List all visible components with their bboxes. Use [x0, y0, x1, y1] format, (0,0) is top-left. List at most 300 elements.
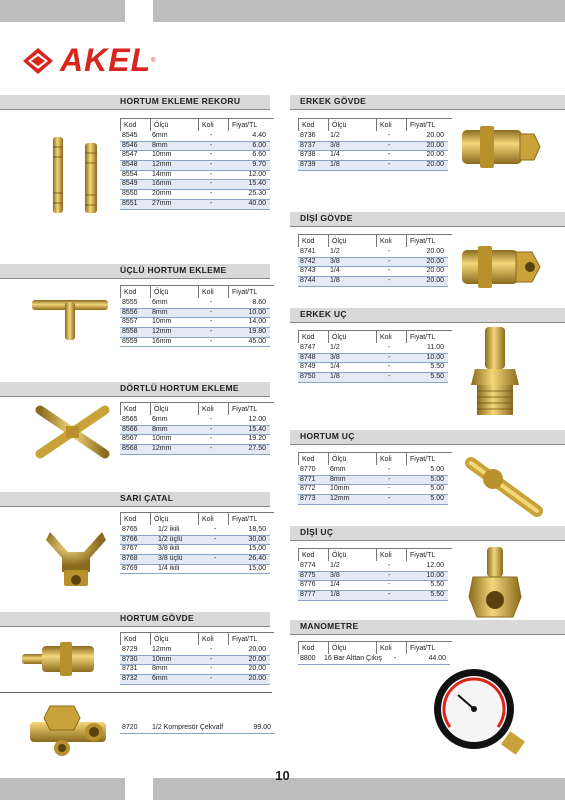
code-cell: 8731: [122, 665, 138, 673]
box-cell: -: [388, 485, 391, 493]
size-cell: 1/2: [330, 344, 340, 351]
section-header-disi-govde: [290, 212, 565, 227]
price-cell: 14.00: [248, 318, 266, 326]
size-cell: 1/2: [330, 562, 340, 569]
price-cell: 45.00: [248, 337, 266, 345]
code-cell: 8736: [300, 132, 316, 139]
table-row: [120, 299, 270, 309]
price-cell: 11.00: [427, 344, 444, 351]
price-cell: 5.00: [430, 485, 444, 493]
table-row: [298, 354, 448, 364]
box-cell: -: [388, 141, 391, 149]
code-cell: 8555: [122, 299, 138, 306]
section-title: ÜÇLÜ HORTUM EKLEME: [120, 265, 227, 275]
brand-logo: [22, 42, 156, 79]
table-erkek-uc: [298, 330, 448, 383]
column-header: Koli: [376, 641, 406, 654]
box-cell: -: [210, 655, 213, 663]
code-cell: 8772: [300, 485, 316, 493]
table-row: [120, 190, 270, 200]
code-cell: 8749: [300, 363, 316, 371]
size-cell: 12mm: [152, 161, 172, 169]
size-cell: 1/2: [330, 132, 340, 139]
column-header: Kod: [120, 285, 150, 298]
table-row: [298, 562, 448, 572]
code-cell: 8748: [300, 353, 316, 361]
code-cell: 8743: [300, 267, 316, 275]
table-header: [120, 632, 270, 646]
table-row: [120, 180, 270, 190]
size-cell: 10mm: [152, 151, 172, 159]
table-row: [298, 476, 448, 486]
price-cell: 20.00: [248, 675, 266, 683]
table-row: [120, 151, 270, 161]
section-title: SARI ÇATAL: [120, 493, 174, 503]
price-cell: 6.60: [252, 151, 266, 159]
column-header: Ölçü: [328, 452, 376, 465]
code-cell: 8776: [300, 581, 316, 589]
section-title: HORTUM UÇ: [300, 431, 355, 441]
code-cell: 8767: [122, 545, 138, 553]
size-cell: 3/8: [330, 257, 340, 265]
size-cell: 16mm: [152, 337, 172, 345]
box-cell: -: [388, 132, 391, 139]
column-header: Fiyat/TL: [406, 234, 452, 247]
section-title: HORTUM GÖVDE: [120, 613, 194, 623]
code-cell: 8741: [300, 248, 316, 255]
price-cell: 20.00: [426, 141, 444, 149]
price-cell: 20.00: [426, 151, 444, 159]
price-cell: 12.00: [248, 170, 266, 178]
table-row: [298, 655, 450, 665]
column-header: Koli: [198, 632, 228, 645]
code-cell: 8548: [122, 161, 138, 169]
box-cell: -: [210, 665, 213, 673]
size-cell: 10mm: [152, 655, 172, 663]
code-cell: 8557: [122, 318, 138, 326]
table-row: [298, 495, 448, 505]
size-cell: 1/4 ikili: [158, 564, 180, 572]
code-cell: 8744: [300, 277, 316, 285]
code-cell: 8742: [300, 257, 316, 265]
box-cell: -: [210, 132, 213, 139]
code-cell: 8558: [122, 328, 138, 336]
table-header: [120, 285, 270, 299]
price-cell: 10.00: [426, 353, 444, 361]
size-cell: 6mm: [330, 466, 346, 473]
size-cell: 8mm: [152, 665, 168, 673]
price-cell: 5.50: [430, 363, 444, 371]
price-cell: 20.00: [426, 161, 444, 169]
size-cell: 1/8: [330, 373, 340, 381]
table-disi-govde: [298, 234, 448, 287]
box-cell: -: [388, 161, 391, 169]
brand-registered: ®: [151, 57, 156, 64]
box-cell: -: [388, 277, 391, 285]
column-header: Ölçü: [150, 285, 198, 298]
code-cell: 8559: [122, 337, 138, 345]
box-cell: -: [210, 180, 213, 188]
size-cell: 12mm: [330, 495, 350, 503]
page-number: 10: [275, 768, 290, 783]
size-cell: 12mm: [152, 328, 172, 336]
box-cell: -: [210, 416, 213, 423]
product-image-hortum-ekleme-rekoru: [45, 135, 105, 215]
code-cell: 8551: [122, 199, 138, 207]
box-cell: -: [388, 571, 391, 579]
section-header-disi-uc: [290, 526, 565, 541]
price-cell: 44.00: [428, 655, 446, 662]
table-row: [298, 258, 448, 268]
price-cell: 8.60: [252, 299, 266, 306]
product-image-disi-uc: [465, 545, 525, 620]
code-cell: 8556: [122, 308, 138, 316]
size-cell: 1/8: [330, 161, 340, 169]
box-cell: -: [388, 248, 391, 255]
size-cell: 3/8 üçlü: [158, 555, 183, 563]
table-row: [120, 416, 270, 426]
table-uclu-hortum-ekleme: [120, 285, 270, 347]
price-cell: 5.00: [430, 466, 444, 473]
akel-logo-icon: [22, 47, 54, 75]
price-cell: 4.40: [252, 132, 266, 139]
column-header: Kod: [120, 402, 150, 415]
table-row: [298, 151, 448, 161]
price-cell: 19.80: [248, 328, 266, 336]
price-cell: 18,50: [248, 526, 266, 533]
price-cell: 20.00: [248, 655, 266, 663]
box-cell: -: [210, 675, 213, 683]
price-cell: 20.00: [426, 267, 444, 275]
box-cell: -: [388, 373, 391, 381]
code-cell: 8766: [122, 535, 138, 543]
column-header: Fiyat/TL: [228, 402, 274, 415]
product-image-erkek-govde: [460, 120, 545, 175]
table-row: [120, 545, 270, 555]
box-cell: -: [388, 151, 391, 159]
box-cell: -: [388, 562, 391, 569]
section-header-manometre: [290, 620, 565, 635]
column-header: Koli: [198, 285, 228, 298]
box-cell: -: [210, 435, 213, 443]
column-header: Koli: [198, 512, 228, 525]
code-cell: 8547: [122, 151, 138, 159]
table-row: [120, 318, 270, 328]
table-row: [120, 526, 270, 536]
size-cell: 1/4: [330, 267, 340, 275]
column-header: Kod: [120, 632, 150, 645]
column-header: Koli: [376, 118, 406, 131]
column-header: Koli: [376, 548, 406, 561]
table-row: [298, 485, 448, 495]
column-header: Fiyat/TL: [228, 118, 274, 131]
table-header: [120, 512, 270, 526]
price-cell: 10.00: [426, 571, 444, 579]
size-cell: 10mm: [152, 318, 172, 326]
column-header: Koli: [376, 234, 406, 247]
box-cell: -: [394, 655, 397, 662]
price-cell: 5.50: [430, 373, 444, 381]
size-cell: 6mm: [152, 299, 168, 306]
size-cell: 1/4: [330, 363, 340, 371]
size-cell: 1/2: [330, 248, 340, 255]
table-row: [120, 328, 270, 338]
size-cell: 3/8: [330, 353, 340, 361]
column-header: Fiyat/TL: [406, 548, 452, 561]
price-cell: 99.00: [253, 724, 271, 731]
box-cell: -: [210, 646, 213, 653]
code-cell: 8739: [300, 161, 316, 169]
column-header: Koli: [376, 330, 406, 343]
table-row: [298, 581, 448, 591]
code-cell: 8738: [300, 151, 316, 159]
table-row: [298, 363, 448, 373]
size-cell: 3/8: [330, 141, 340, 149]
size-cell: 14mm: [152, 170, 172, 178]
size-cell: 6mm: [152, 675, 168, 683]
table-row: [120, 724, 275, 734]
code-cell: 8730: [122, 655, 138, 663]
box-cell: -: [388, 353, 391, 361]
table-row: [298, 373, 448, 383]
table-row: [298, 572, 448, 582]
top-bar-right: [153, 0, 565, 22]
box-cell: -: [388, 267, 391, 275]
column-header: Fiyat/TL: [228, 512, 274, 525]
code-cell: 8550: [122, 190, 138, 198]
size-cell: 12mm: [152, 646, 172, 653]
brand-name: AKEL: [60, 42, 152, 78]
product-image-manometre: [428, 665, 528, 760]
table-hortum-govde: [120, 632, 270, 685]
column-header: Ölçü: [328, 234, 376, 247]
table-disi-uc: [298, 548, 448, 601]
section-header-hortum-uc: [290, 430, 565, 445]
table-row: [298, 591, 448, 601]
size-cell: 10mm: [152, 435, 172, 443]
price-cell: 12.00: [426, 562, 444, 569]
column-header: Fiyat/TL: [228, 285, 274, 298]
code-cell: 8774: [300, 562, 316, 569]
code-cell: 8771: [300, 475, 316, 483]
column-header: Ölçü: [328, 118, 376, 131]
code-cell: 8770: [300, 466, 316, 473]
table-row: [120, 426, 270, 436]
table-row: [298, 161, 448, 171]
code-cell: 8568: [122, 445, 138, 453]
size-cell: 10mm: [330, 485, 350, 493]
table-row: [120, 171, 270, 181]
code-cell: 8769: [122, 564, 138, 572]
box-cell: -: [210, 170, 213, 178]
box-cell: -: [388, 466, 391, 473]
section-header-erkek-uc: [290, 308, 565, 323]
table-row: [120, 536, 270, 546]
column-header: Ölçü: [328, 548, 376, 561]
size-cell: 12mm: [152, 445, 172, 453]
box-cell: -: [210, 190, 213, 198]
product-image-sari-catal: [40, 522, 112, 592]
product-image-kompresor-cekvalf: [28, 700, 108, 760]
table-header: [298, 330, 448, 344]
code-cell: 8565: [122, 416, 138, 423]
box-cell: -: [210, 299, 213, 306]
table-row: [120, 338, 270, 348]
column-header: Ölçü: [328, 330, 376, 343]
code-cell: 8747: [300, 344, 316, 351]
table-hortum-uc: [298, 452, 448, 505]
price-cell: 20.00: [248, 665, 266, 673]
size-cell: 8mm: [152, 308, 168, 316]
size-cell: 1/2 Kompresör Çekvalf: [152, 724, 224, 731]
column-header: Ölçü: [150, 632, 198, 645]
table-row: [120, 142, 270, 152]
table-header: [120, 118, 270, 132]
box-cell: -: [210, 328, 213, 336]
table-row: [120, 309, 270, 319]
code-cell: 8768: [122, 555, 138, 563]
product-image-hortum-uc: [465, 455, 545, 520]
table-header: [298, 452, 448, 466]
box-cell: -: [388, 495, 391, 503]
size-cell: 20mm: [152, 190, 172, 198]
section-title: DİŞİ UÇ: [300, 527, 334, 537]
table-row: [120, 161, 270, 171]
size-cell: 3/8: [330, 571, 340, 579]
box-cell: -: [210, 337, 213, 345]
size-cell: 27mm: [152, 199, 172, 207]
section-header-erkek-govde: [290, 95, 565, 110]
table-row: [298, 277, 448, 287]
table-header: [120, 402, 270, 416]
column-header: Koli: [198, 118, 228, 131]
size-cell: 16mm: [152, 180, 172, 188]
table-kompresor-cekvalf: [120, 724, 275, 734]
column-header: Kod: [120, 512, 150, 525]
size-cell: 16 Bar Alttan Çıkış: [324, 655, 382, 662]
column-header: Kod: [298, 452, 328, 465]
table-row: [298, 344, 448, 354]
price-cell: 40.00: [248, 199, 266, 207]
size-cell: 1/8: [330, 591, 340, 599]
code-cell: 8545: [122, 132, 138, 139]
price-cell: 10.00: [248, 308, 266, 316]
table-header: [298, 641, 450, 655]
price-cell: 5.50: [430, 581, 444, 589]
table-row: [120, 565, 270, 575]
box-cell: -: [210, 199, 213, 207]
table-row: [298, 248, 448, 258]
table-row: [120, 555, 270, 565]
top-bar-left: [0, 0, 125, 22]
box-cell: -: [210, 151, 213, 159]
box-cell: -: [388, 344, 391, 351]
section-title: MANOMETRE: [300, 621, 359, 631]
column-header: Ölçü: [150, 402, 198, 415]
product-image-dortlu-hortum-ekleme: [35, 402, 110, 462]
table-header: [298, 234, 448, 248]
price-cell: 20.00: [426, 248, 444, 255]
table-row: [298, 132, 448, 142]
column-header: Fiyat/TL: [406, 452, 452, 465]
column-header: Ölçü: [150, 512, 198, 525]
column-header: Fiyat/TL: [406, 330, 452, 343]
code-cell: 8775: [300, 571, 316, 579]
table-header: [298, 118, 448, 132]
table-row: [120, 646, 270, 656]
section-title: DÖRTLÜ HORTUM EKLEME: [120, 383, 239, 393]
code-cell: 8554: [122, 170, 138, 178]
price-cell: 19.20: [248, 435, 266, 443]
table-row: [120, 675, 270, 685]
code-cell: 8549: [122, 180, 138, 188]
price-cell: 20.00: [248, 646, 266, 653]
box-cell: -: [388, 257, 391, 265]
table-row: [298, 466, 448, 476]
section-header-hortum-govde: [0, 612, 270, 627]
price-cell: 25.30: [248, 190, 266, 198]
section-header-sari-catal: [0, 492, 270, 507]
column-header: Ölçü: [328, 641, 376, 654]
size-cell: 1/2 ikili: [158, 526, 180, 533]
code-cell: 8737: [300, 141, 316, 149]
section-header-dortlu-hortum-ekleme: [0, 382, 270, 397]
table-row: [120, 435, 270, 445]
price-cell: 27.50: [248, 445, 266, 453]
box-cell: -: [214, 555, 217, 563]
section-title: ERKEK UÇ: [300, 309, 347, 319]
price-cell: 5.50: [430, 591, 444, 599]
box-cell: -: [214, 535, 217, 543]
product-image-uclu-hortum-ekleme: [30, 292, 110, 342]
section-title: DİŞİ GÖVDE: [300, 213, 353, 223]
code-cell: 8546: [122, 141, 138, 149]
size-cell: 8mm: [152, 141, 168, 149]
column-header: Kod: [298, 330, 328, 343]
code-cell: 8720: [122, 724, 138, 731]
column-header: Koli: [376, 452, 406, 465]
table-row: [120, 445, 270, 455]
size-cell: 1/2 üçlü: [158, 535, 183, 543]
size-cell: 3/8 ikili: [158, 545, 180, 553]
column-header: Koli: [198, 402, 228, 415]
table-row: [120, 200, 270, 210]
table-row: [298, 142, 448, 152]
box-cell: -: [214, 526, 217, 533]
section-title: HORTUM EKLEME REKORU: [120, 96, 241, 106]
code-cell: 8729: [122, 646, 138, 653]
price-cell: 26,40: [248, 555, 266, 563]
price-cell: 5.00: [430, 475, 444, 483]
table-erkek-govde: [298, 118, 448, 171]
code-cell: 8567: [122, 435, 138, 443]
column-header: Kod: [298, 548, 328, 561]
product-image-erkek-uc: [465, 325, 525, 420]
price-cell: 9.70: [252, 161, 266, 169]
product-image-hortum-govde: [20, 628, 105, 683]
box-cell: -: [210, 425, 213, 433]
code-cell: 8765: [122, 526, 138, 533]
column-header: Kod: [298, 118, 328, 131]
code-cell: 8773: [300, 495, 316, 503]
price-cell: 20.00: [426, 132, 444, 139]
box-cell: -: [210, 445, 213, 453]
code-cell: 8732: [122, 675, 138, 683]
table-sari-catal: [120, 512, 270, 574]
section-header-uclu-hortum-ekleme: [0, 264, 270, 279]
size-cell: 1/4: [330, 151, 340, 159]
table-dortlu-hortum-ekleme: [120, 402, 270, 455]
